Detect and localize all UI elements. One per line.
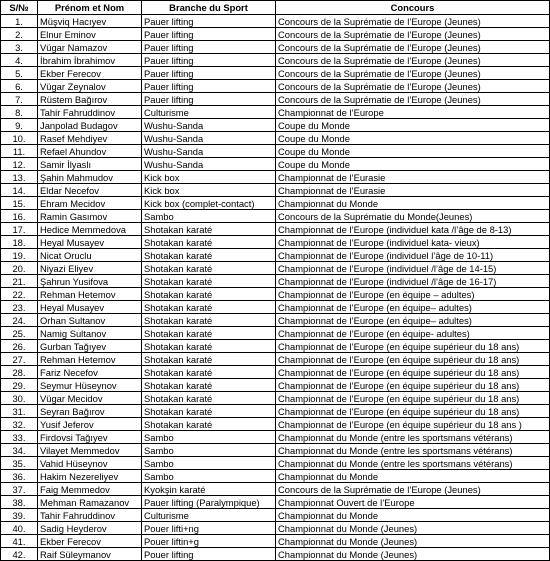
table-row xyxy=(1,444,550,457)
athlete-name: Vügar Zeynalov xyxy=(38,80,142,93)
athlete-name: Eldar Necefov xyxy=(38,184,142,197)
competition: Championnat de l’Europe (en équipe supérieur du 18 ans) xyxy=(276,366,550,379)
row-number: 16. xyxy=(1,210,38,223)
table-row xyxy=(1,119,550,132)
athlete-name: Hakim Nezereliyev xyxy=(38,470,142,483)
table-row xyxy=(1,418,550,431)
competition: Championnat de l’Europe (individuel kata- vieux) xyxy=(276,236,550,249)
sport-branch: Pauer lifting (Paralympique) xyxy=(142,496,276,509)
header-name: Prénom et Nom xyxy=(38,1,142,15)
table-row xyxy=(1,236,550,249)
row-number: 7. xyxy=(1,93,38,106)
row-number: 3. xyxy=(1,41,38,54)
competition: Concours de la Suprématie de l’Europe (Jeunes) xyxy=(276,67,550,80)
sport-branch: Wushu-Sanda xyxy=(142,132,276,145)
athlete-name: Şahin Mahmudov xyxy=(38,171,142,184)
athlete-name: Tahir Fahruddinov xyxy=(38,106,142,119)
athlete-name: Rehman Hetemov xyxy=(38,288,142,301)
row-number: 17. xyxy=(1,223,38,236)
sport-branch: Shotakan karaté xyxy=(142,288,276,301)
table-row xyxy=(1,262,550,275)
row-number: 40. xyxy=(1,522,38,535)
table-row xyxy=(1,132,550,145)
athlete-name: Samir İlyaslı xyxy=(38,158,142,171)
sport-branch: Shotakan karaté xyxy=(142,236,276,249)
athlete-name: Janpolad Budagov xyxy=(38,119,142,132)
row-number: 21. xyxy=(1,275,38,288)
competition: Concours de la Suprématie de l’Europe (Jeunes) xyxy=(276,483,550,496)
sport-branch: Wushu-Sanda xyxy=(142,158,276,171)
table-row xyxy=(1,340,550,353)
athlete-name: Namig Sultanov xyxy=(38,327,142,340)
sport-branch: Shotakan karaté xyxy=(142,392,276,405)
table-row xyxy=(1,535,550,548)
table-row xyxy=(1,93,550,106)
athlete-name: Müşviq Hacıyev xyxy=(38,15,142,28)
competition: Championnat du Monde (entre les sportsmans vétérans) xyxy=(276,431,550,444)
table-row xyxy=(1,301,550,314)
table-row xyxy=(1,41,550,54)
row-number: 33. xyxy=(1,431,38,444)
row-number: 38. xyxy=(1,496,38,509)
athlete-name: Rehman Hetemov xyxy=(38,353,142,366)
sport-branch: Sambo xyxy=(142,444,276,457)
sport-branch: Pouer liftin+g xyxy=(142,535,276,548)
row-number: 5. xyxy=(1,67,38,80)
sport-branch: Shotakan karaté xyxy=(142,262,276,275)
row-number: 20. xyxy=(1,262,38,275)
competition: Championnat du Monde (entre les sportsmans vétérans) xyxy=(276,457,550,470)
table-row xyxy=(1,67,550,80)
athlete-name: Firdovsi Tağıyev xyxy=(38,431,142,444)
table-row xyxy=(1,145,550,158)
table-row xyxy=(1,431,550,444)
table-row xyxy=(1,327,550,340)
athlete-name: Heyal Musayev xyxy=(38,301,142,314)
sport-branch: Wushu-Sanda xyxy=(142,119,276,132)
competition: Concours de la Suprématie du Monde(Jeunes) xyxy=(276,210,550,223)
row-number: 28. xyxy=(1,366,38,379)
row-number: 30. xyxy=(1,392,38,405)
table-row xyxy=(1,15,550,28)
table-row xyxy=(1,197,550,210)
table-row xyxy=(1,249,550,262)
table-row xyxy=(1,184,550,197)
athlete-name: Vilayet Memmedov xyxy=(38,444,142,457)
header-row xyxy=(1,1,550,15)
sport-branch: Shotakan karaté xyxy=(142,366,276,379)
table-row xyxy=(1,80,550,93)
competition: Coupe du Monde xyxy=(276,145,550,158)
competition: Concours de la Suprématie de l’Europe (Jeunes) xyxy=(276,93,550,106)
row-number: 18. xyxy=(1,236,38,249)
competition: Championnat de l’Europe (en équipe supérieur du 18 ans) xyxy=(276,392,550,405)
table-row xyxy=(1,522,550,535)
row-number: 11. xyxy=(1,145,38,158)
competition: Championnat du Monde (Jeunes) xyxy=(276,522,550,535)
athlete-name: Seyran Bağırov xyxy=(38,405,142,418)
competition: Concours de la Suprématie de l’Europe (Jeunes) xyxy=(276,80,550,93)
row-number: 26. xyxy=(1,340,38,353)
table-row xyxy=(1,158,550,171)
athlete-name: Ekber Ferecov xyxy=(38,67,142,80)
table-row xyxy=(1,171,550,184)
row-number: 41. xyxy=(1,535,38,548)
table-row xyxy=(1,106,550,119)
row-number: 42. xyxy=(1,548,38,561)
table-row xyxy=(1,288,550,301)
sport-branch: Shotakan karaté xyxy=(142,301,276,314)
athlete-name: Vügar Namazov xyxy=(38,41,142,54)
athlete-name: Vügar Mecidov xyxy=(38,392,142,405)
sport-branch: Pauer lifting xyxy=(142,54,276,67)
sport-branch: Shotakan karaté xyxy=(142,340,276,353)
competition: Championnat de l’Europe (individuel l’âge de 10-11) xyxy=(276,249,550,262)
row-number: 23. xyxy=(1,301,38,314)
athlete-name: Faig Memmedov xyxy=(38,483,142,496)
competition: Championnat de l’Europe (en équipe supérieur du 18 ans) xyxy=(276,405,550,418)
table-row xyxy=(1,405,550,418)
athlete-name: Gurban Tağıyev xyxy=(38,340,142,353)
row-number: 27. xyxy=(1,353,38,366)
sport-branch: Sambo xyxy=(142,457,276,470)
table-row xyxy=(1,548,550,561)
row-number: 22. xyxy=(1,288,38,301)
table-row xyxy=(1,210,550,223)
athlete-name: Yusif Jeferov xyxy=(38,418,142,431)
athlete-name: Sadig Heyderov xyxy=(38,522,142,535)
competition: Championnat de l’Europe (en équipe supérieur du 18 ans) xyxy=(276,353,550,366)
athlete-name: Tahir Fahruddinov xyxy=(38,509,142,522)
athlete-name: Hedice Memmedova xyxy=(38,223,142,236)
row-number: 6. xyxy=(1,80,38,93)
competition: Championnat de l’Eurasie xyxy=(276,184,550,197)
row-number: 36. xyxy=(1,470,38,483)
row-number: 13. xyxy=(1,171,38,184)
competition: Championnat de l’Europe (en équipe– adultes) xyxy=(276,301,550,314)
sport-branch: Culturisme xyxy=(142,509,276,522)
row-number: 4. xyxy=(1,54,38,67)
athlete-name: Şahrun Yusifova xyxy=(38,275,142,288)
table-row xyxy=(1,457,550,470)
row-number: 1. xyxy=(1,15,38,28)
sport-branch: Pauer lifting xyxy=(142,67,276,80)
sport-branch: Shotakan karaté xyxy=(142,327,276,340)
row-number: 39. xyxy=(1,509,38,522)
athlete-name: Orhan Sultanov xyxy=(38,314,142,327)
competition: Championnat de l’Europe (en équipe- adultes) xyxy=(276,327,550,340)
row-number: 12. xyxy=(1,158,38,171)
sport-branch: Shotakan karaté xyxy=(142,353,276,366)
table-row xyxy=(1,392,550,405)
row-number: 15. xyxy=(1,197,38,210)
sport-branch: Shotakan karaté xyxy=(142,314,276,327)
athlete-name: Ekber Ferecov xyxy=(38,535,142,548)
sport-branch: Pauer lifting xyxy=(142,15,276,28)
competition: Championnat du Monde (Jeunes) xyxy=(276,535,550,548)
sport-branch: Pauer lifting xyxy=(142,41,276,54)
sport-branch: Kick box xyxy=(142,184,276,197)
athlete-name: Rasef Mehdiyev xyxy=(38,132,142,145)
athlete-name: Ramin Gasımov xyxy=(38,210,142,223)
header-num: S/№ xyxy=(1,1,38,15)
sport-branch: Culturisme xyxy=(142,106,276,119)
competition: Concours de la Suprématie de l’Europe (Jeunes) xyxy=(276,28,550,41)
sport-branch: Wushu-Sanda xyxy=(142,145,276,158)
competition: Championnat de l’Europe (en équipe– adultes) xyxy=(276,314,550,327)
sport-branch: Sambo xyxy=(142,470,276,483)
athlete-name: Raif Süleymanov xyxy=(38,548,142,561)
sport-branch: Shotakan karaté xyxy=(142,223,276,236)
competition: Championnat de l’Europe (individuel /l’âge de 16-17) xyxy=(276,275,550,288)
competition: Championnat de l’Europe (en équipe – adultes) xyxy=(276,288,550,301)
row-number: 31. xyxy=(1,405,38,418)
header-event: Concours xyxy=(276,1,550,15)
competition: Championnat de l’Europe (individuel /l’âge de 14-15) xyxy=(276,262,550,275)
table-row xyxy=(1,496,550,509)
row-number: 35. xyxy=(1,457,38,470)
competition: Concours de la Suprématie de l’Europe (Jeunes) xyxy=(276,15,550,28)
sport-branch: Pauer lifting xyxy=(142,28,276,41)
table-row xyxy=(1,314,550,327)
competition: Championnat du Monde xyxy=(276,197,550,210)
row-number: 29. xyxy=(1,379,38,392)
sport-branch: Shotakan karaté xyxy=(142,249,276,262)
table-row xyxy=(1,54,550,67)
row-number: 37. xyxy=(1,483,38,496)
competition: Championnat du Monde (entre les sportsmans vétérans) xyxy=(276,444,550,457)
competition: Concours de la Suprématie de l’Europe (Jeunes) xyxy=(276,54,550,67)
row-number: 9. xyxy=(1,119,38,132)
sport-branch: Sambo xyxy=(142,431,276,444)
athlete-name: Elnur Eminov xyxy=(38,28,142,41)
competition: Championnat Ouvert de l’Europe xyxy=(276,496,550,509)
competition: Championnat de l’Europe (en équipe supérieur du 18 ans) xyxy=(276,379,550,392)
competition: Coupe du Monde xyxy=(276,132,550,145)
row-number: 32. xyxy=(1,418,38,431)
sport-branch: Pauer lifting xyxy=(142,93,276,106)
competition: Championnat du Monde xyxy=(276,470,550,483)
athlete-name: Fariz Necefov xyxy=(38,366,142,379)
row-number: 25. xyxy=(1,327,38,340)
athlete-name: Vahid Hüseynov xyxy=(38,457,142,470)
table-row xyxy=(1,353,550,366)
athlete-name: Refael Ahundov xyxy=(38,145,142,158)
competition: Championnat de l’Europe xyxy=(276,106,550,119)
sport-branch: Kick box xyxy=(142,171,276,184)
competition: Championnat du Monde xyxy=(276,509,550,522)
competition: Championnat du Monde (Jeunes) xyxy=(276,548,550,561)
sport-branch: Shotakan karaté xyxy=(142,275,276,288)
table-row xyxy=(1,28,550,41)
table-row xyxy=(1,275,550,288)
athlete-name: Mehman Ramazanov xyxy=(38,496,142,509)
competition: Coupe du Monde xyxy=(276,158,550,171)
row-number: 14. xyxy=(1,184,38,197)
competition: Championnat de l’Eurasie xyxy=(276,171,550,184)
table-row xyxy=(1,483,550,496)
row-number: 10. xyxy=(1,132,38,145)
competition: Championnat de l’Europe (en équipe supérieur du 18 ans ) xyxy=(276,418,550,431)
table-row xyxy=(1,470,550,483)
row-number: 34. xyxy=(1,444,38,457)
sport-branch: Shotakan karaté xyxy=(142,405,276,418)
row-number: 8. xyxy=(1,106,38,119)
sport-branch: Pauer lifting xyxy=(142,80,276,93)
sport-branch: Shotakan karaté xyxy=(142,418,276,431)
row-number: 19. xyxy=(1,249,38,262)
sport-branch: Pouer lifting xyxy=(142,548,276,561)
sport-branch: Pouer lifti+ng xyxy=(142,522,276,535)
sport-branch: Sambo xyxy=(142,210,276,223)
header-sport: Branche du Sport xyxy=(142,1,276,15)
athlete-name: Seymur Hüseynov xyxy=(38,379,142,392)
competition: Championnat de l’Europe (individuel kata /l’âge de 8-13) xyxy=(276,223,550,236)
athlete-name: Niyazi Eliyev xyxy=(38,262,142,275)
sport-branch: Kick box (complet-contact) xyxy=(142,197,276,210)
table-row xyxy=(1,379,550,392)
athlete-name: İbrahim İbrahimov xyxy=(38,54,142,67)
row-number: 24. xyxy=(1,314,38,327)
row-number: 2. xyxy=(1,28,38,41)
competition: Coupe du Monde xyxy=(276,119,550,132)
competition: Championnat de l’Europe (en équipe supérieur du 18 ans) xyxy=(276,340,550,353)
athlete-name: Rüstem Bağırov xyxy=(38,93,142,106)
table-row xyxy=(1,509,550,522)
competition: Concours de la Suprématie de l’Europe (Jeunes) xyxy=(276,41,550,54)
sport-branch: Kyokşin karaté xyxy=(142,483,276,496)
table-row xyxy=(1,223,550,236)
athlete-name: Heyal Musayev xyxy=(38,236,142,249)
sport-branch: Shotakan karaté xyxy=(142,379,276,392)
athlete-name: Ehram Mecidov xyxy=(38,197,142,210)
table-row xyxy=(1,366,550,379)
athlete-name: Nicat Oruclu xyxy=(38,249,142,262)
